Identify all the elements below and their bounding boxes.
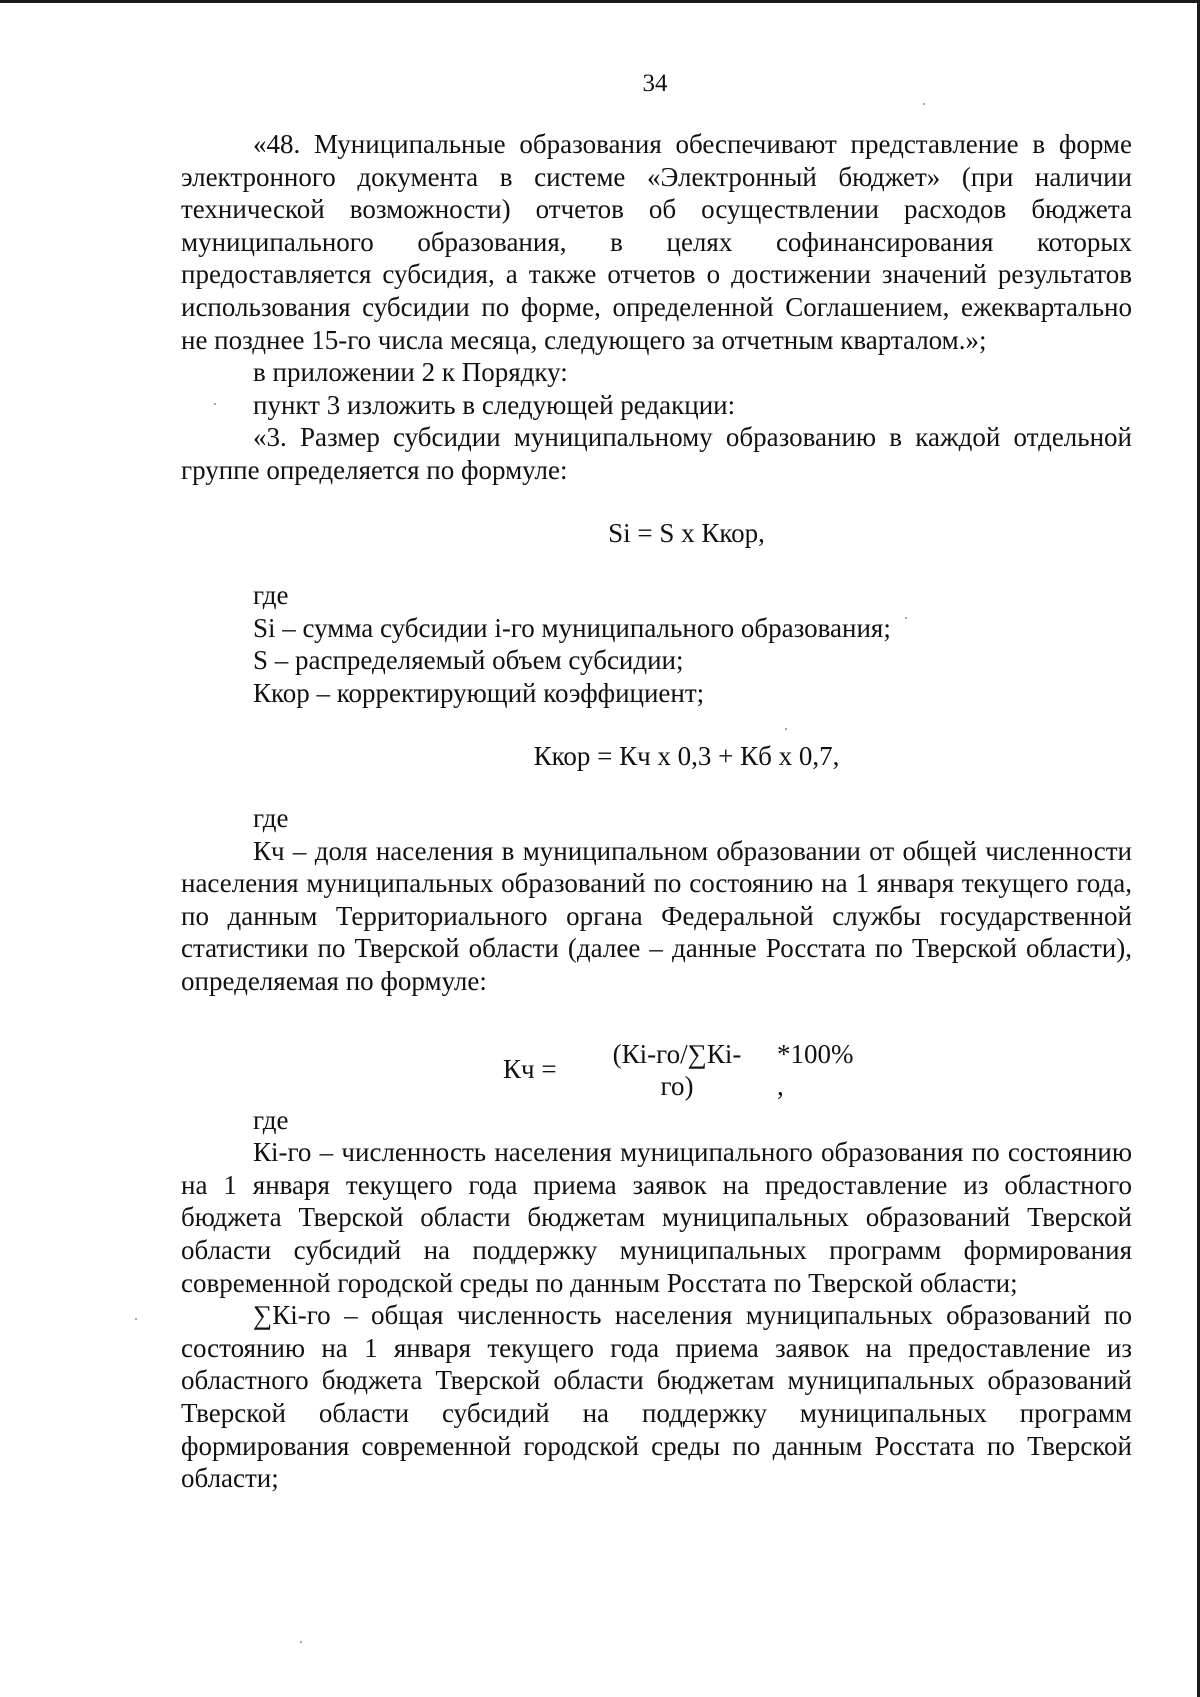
formula-kch-numerator-line2: го)	[660, 1070, 694, 1101]
where-label: где	[253, 1104, 289, 1135]
paragraph-point3: «3. Размер субсидии муниципальному образованию в каждой отдельной группе определяется по формуле:	[181, 422, 1132, 485]
formula-kch	[181, 1038, 1132, 1118]
paragraph-appendix: в приложении 2 к Порядку:	[253, 357, 568, 388]
formula-kkor: Ккор = Кч x 0,3 + Кб x 0,7,	[533, 740, 840, 771]
formula-kch-fraction	[602, 1038, 752, 1102]
formula-kch-multiplier: *100%	[777, 1038, 854, 1069]
document-body	[181, 128, 1132, 1495]
scan-border-top	[0, 0, 1200, 3]
paragraph-point3-intro: пункт 3 изложить в следующей редакции:	[253, 389, 736, 420]
definition-kch: Кч – доля населения в муниципальном образовании от общей численности населения муниципальных образований по состоянию на 1 января текущего года, по данным Территориального органа Федеральной службы государственной статистики по Тверской области (далее – данные Росстата по Тверской области), определяемая по формуле:	[181, 835, 1132, 997]
scan-speck	[923, 103, 925, 105]
paragraph-48: «48. Муниципальные образования обеспечивают представление в форме электронного документа в системе «Электронный бюджет» (при наличии технической возможности) отчетов об осуществлении расходов бюджета муниципального образования, в целях софинансирования которых предоставляется субсидия, а также отчетов о достижении значений результатов использования субсидии по форме, определенной Соглашением, ежеквартально не позднее 15-го числа месяца, следующего за отчетным кварталом.»;	[181, 129, 1132, 355]
formula-kch-comma: ,	[777, 1070, 784, 1101]
formula-si: Si = S x Ккор,	[608, 517, 765, 548]
scan-speck	[300, 1641, 302, 1643]
definition-sum-kigo: ∑Кi-го – общая численность населения муниципальных образований по состоянию на 1 января текущего года приема заявок на предоставление из областного бюджета Тверской области бюджетам муниципальных образований Тверской области субсидий на поддержку муниципальных программ формирования современной городской среды по данным Росстата по Тверской области;	[181, 1300, 1132, 1494]
scan-speck	[135, 1318, 137, 1320]
formula-kch-label: Кч =	[503, 1053, 557, 1084]
where-label: где	[253, 580, 289, 611]
page-number: 34	[642, 70, 668, 97]
definition-s: S – распределяемый объем субсидии;	[253, 645, 684, 676]
formula-kch-numerator-line1: (Кi-го/∑Кi-	[612, 1038, 742, 1069]
definition-si: Si – сумма субсидии i-го муниципального образования;	[253, 612, 891, 643]
definition-kkor: Ккор – корректирующий коэффициент;	[253, 677, 705, 708]
where-label: где	[253, 803, 289, 834]
definition-kigo: Кi-го – численность населения муниципального образования по состоянию на 1 января текущего года приема заявок на предоставление из областного бюджета Тверской области бюджетам муниципальных образований Тверской области субсидий на поддержку муниципальных программ формирования современной городской среды по данным Росстата по Тверской области;	[181, 1137, 1132, 1298]
